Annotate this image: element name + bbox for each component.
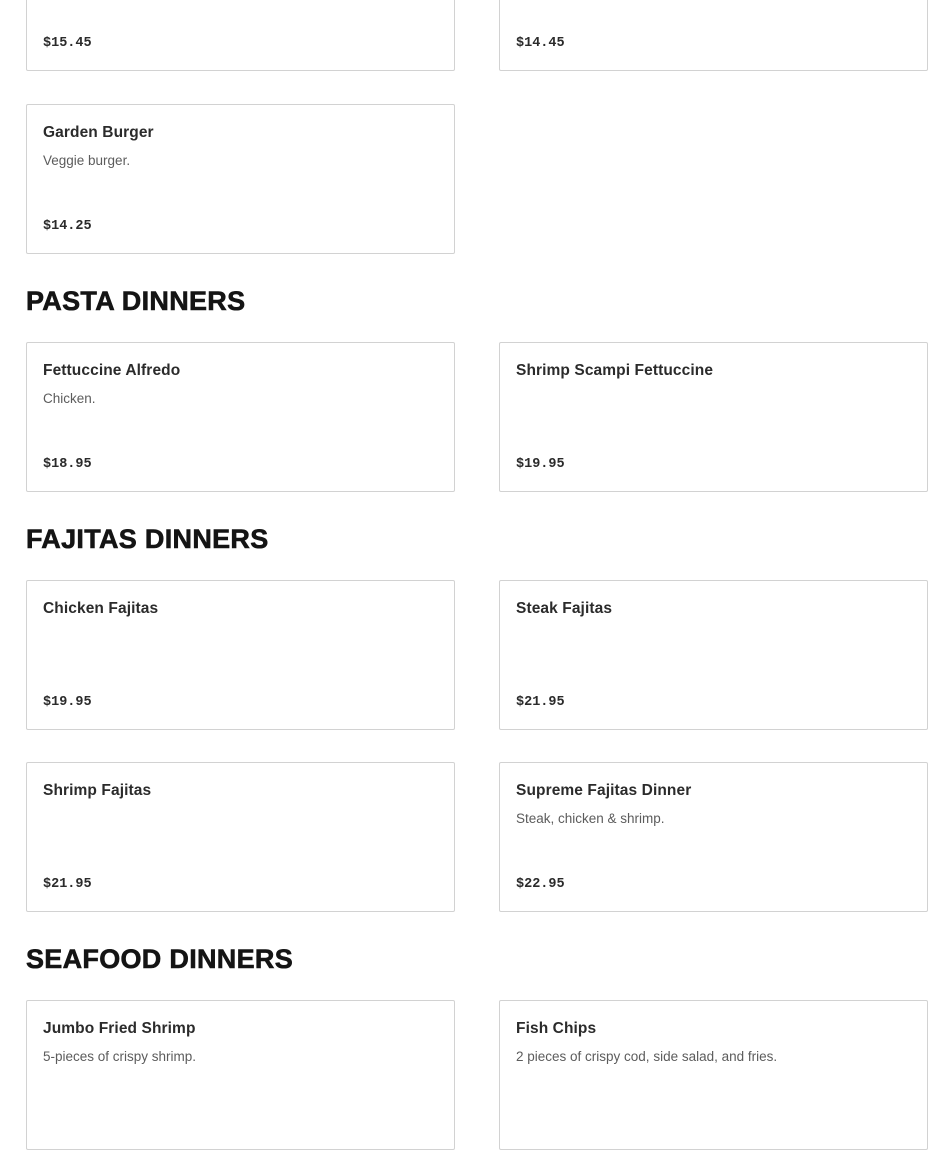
- menu-item-name: Chicken Fajitas: [43, 600, 159, 617]
- section-title-pasta-dinners: PASTA DINNERS: [26, 286, 246, 316]
- menu-item-card[interactable]: [499, 1000, 928, 1150]
- menu-item-name: Shrimp Fajitas: [43, 782, 152, 799]
- menu-item-description: Steak, chicken & shrimp.: [516, 811, 665, 826]
- menu-item-description: Veggie burger.: [43, 153, 131, 168]
- menu-item-name: Garden Burger: [43, 124, 154, 141]
- menu-item-name: Supreme Fajitas Dinner: [516, 782, 692, 799]
- menu-item-card[interactable]: [26, 1000, 455, 1150]
- menu-item-card[interactable]: [499, 762, 928, 912]
- menu-item-price: $15.45: [43, 36, 92, 51]
- menu-item-card[interactable]: [499, 580, 928, 730]
- menu-item-description: 2 pieces of crispy cod, side salad, and fries.: [516, 1049, 778, 1064]
- menu-item-price: $18.95: [43, 457, 92, 472]
- menu-item-description: Chicken.: [43, 391, 96, 406]
- menu-item-name: Jumbo Fried Shrimp: [43, 1020, 196, 1037]
- menu-item-price: $22.95: [516, 877, 565, 892]
- menu-item-card[interactable]: [26, 342, 455, 492]
- menu-item-price: $19.95: [43, 695, 92, 710]
- menu-item-price: $21.95: [516, 695, 565, 710]
- menu-item-card[interactable]: [499, 342, 928, 492]
- menu-item-price: $14.25: [43, 219, 92, 234]
- menu-item-name: Steak Fajitas: [516, 600, 613, 617]
- menu-item-card[interactable]: [26, 104, 455, 254]
- menu-item-price: $21.95: [43, 877, 92, 892]
- menu-item-name: Shrimp Scampi Fettuccine: [516, 362, 714, 379]
- menu-item-price: $14.45: [516, 36, 565, 51]
- menu-item-card[interactable]: [26, 0, 455, 71]
- menu-item-card[interactable]: [26, 762, 455, 912]
- menu-item-name: Fish Chips: [516, 1020, 597, 1037]
- menu-item-card[interactable]: [26, 580, 455, 730]
- menu-item-name: Fettuccine Alfredo: [43, 362, 181, 379]
- section-title-seafood-dinners: SEAFOOD DINNERS: [26, 944, 294, 974]
- menu-item-description: 5-pieces of crispy shrimp.: [43, 1049, 197, 1064]
- section-title-fajitas-dinners: FAJITAS DINNERS: [26, 524, 269, 554]
- menu-item-card[interactable]: [499, 0, 928, 71]
- menu-item-price: $19.95: [516, 457, 565, 472]
